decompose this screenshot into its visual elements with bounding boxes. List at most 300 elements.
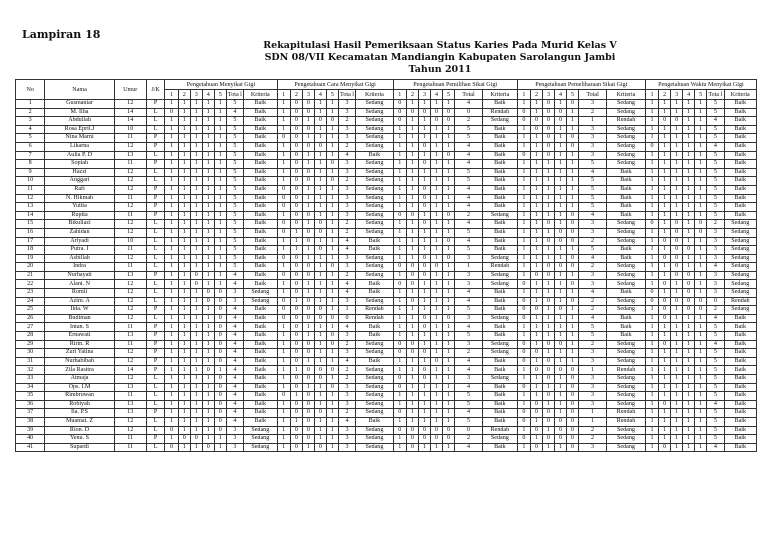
cell-kriteria: Baik [244, 211, 277, 220]
cell-score: 1 [442, 168, 454, 177]
cell-kriteria: Baik [244, 400, 277, 409]
cell-score: 1 [555, 134, 567, 143]
cell-score: 1 [190, 383, 202, 392]
cell-no: 22 [16, 280, 45, 289]
cell-score: 0 [302, 426, 314, 435]
cell-score: 1 [659, 426, 671, 435]
cell-score: 1 [165, 417, 178, 426]
cell-kriteria: Sedang [356, 383, 393, 392]
cell-score: 1 [659, 357, 671, 366]
cell-total: 4 [338, 417, 355, 426]
cell-score: 1 [517, 323, 530, 332]
cell-kriteria: Baik [724, 142, 756, 151]
cell-kriteria: Baik [724, 117, 756, 126]
cell-score: 0 [290, 289, 302, 298]
cell-score: 1 [442, 185, 454, 194]
cell-no: 34 [16, 383, 45, 392]
cell-score: 1 [393, 160, 406, 169]
cell-total: 5 [226, 151, 243, 160]
cell-score: 1 [567, 168, 579, 177]
cell-kriteria: Baik [607, 211, 646, 220]
cell-score: 0 [531, 400, 543, 409]
cell-score: 0 [659, 237, 671, 246]
cell-total: 0 [338, 314, 355, 323]
cell-score: 1 [190, 177, 202, 186]
cell-total: 4 [454, 100, 482, 109]
cell-score: 1 [418, 280, 430, 289]
header-q4: 4 [202, 90, 214, 100]
cell-kriteria: Baik [244, 220, 277, 229]
cell-kriteria: Sedang [356, 125, 393, 134]
cell-score: 1 [302, 357, 314, 366]
cell-kriteria: Sedang [724, 220, 756, 229]
cell-kriteria: Baik [724, 185, 756, 194]
cell-kriteria: Sedang [482, 349, 517, 358]
cell-umur: 11 [114, 246, 146, 255]
cell-score: 1 [178, 289, 190, 298]
cell-score: 1 [695, 409, 707, 418]
cell-score: 0 [290, 349, 302, 358]
cell-score: 1 [683, 263, 695, 272]
cell-score: 0 [517, 306, 530, 315]
cell-score: 0 [290, 117, 302, 126]
title-line-1: Rekapitulasi Hasil Pemeriksaan Status Karies Pada Murid Kelas V [263, 40, 617, 51]
cell-score: 0 [531, 443, 543, 452]
cell-score: 1 [178, 271, 190, 280]
cell-score: 1 [277, 289, 290, 298]
cell-score: 1 [645, 211, 658, 220]
cell-score: 1 [517, 332, 530, 341]
cell-score: 1 [393, 151, 406, 160]
cell-score: 1 [190, 228, 202, 237]
cell-score: 1 [531, 108, 543, 117]
cell-score: 1 [555, 177, 567, 186]
cell-score: 1 [406, 332, 418, 341]
cell-total: 1 [579, 117, 607, 126]
cell-score: 1 [165, 400, 178, 409]
cell-total: 3 [579, 349, 607, 358]
cell-total: 4 [226, 332, 243, 341]
cell-nama: Ilda. W [45, 306, 114, 315]
cell-score: 1 [165, 332, 178, 341]
cell-jk: L [146, 228, 165, 237]
cell-total: 5 [707, 409, 724, 418]
cell-score: 1 [326, 151, 338, 160]
cell-total: 3 [707, 280, 724, 289]
cell-score: 0 [302, 306, 314, 315]
cell-score: 0 [430, 108, 442, 117]
cell-score: 1 [277, 409, 290, 418]
cell-score: 1 [659, 366, 671, 375]
cell-score: 1 [326, 323, 338, 332]
cell-score: 0 [214, 349, 226, 358]
cell-score: 1 [178, 383, 190, 392]
table-row [16, 383, 757, 392]
table-row [16, 117, 757, 126]
cell-kriteria: Baik [244, 108, 277, 117]
header-kriteria: Kriteria [356, 90, 393, 100]
cell-score: 1 [178, 357, 190, 366]
cell-score: 1 [442, 289, 454, 298]
cell-total: 4 [226, 409, 243, 418]
cell-score: 1 [555, 220, 567, 229]
cell-score: 1 [314, 254, 326, 263]
cell-score: 0 [543, 375, 555, 384]
cell-score: 1 [302, 443, 314, 452]
cell-score: 1 [202, 340, 214, 349]
cell-score: 1 [190, 117, 202, 126]
cell-score: 1 [555, 254, 567, 263]
cell-score: 1 [683, 108, 695, 117]
cell-score: 1 [165, 366, 178, 375]
cell-total: 4 [454, 409, 482, 418]
cell-score: 1 [202, 435, 214, 444]
cell-score: 1 [202, 426, 214, 435]
cell-no: 32 [16, 366, 45, 375]
cell-score: 1 [406, 383, 418, 392]
cell-total: 3 [707, 246, 724, 255]
cell-kriteria: Sedang [356, 220, 393, 229]
cell-no: 10 [16, 177, 45, 186]
cell-score: 0 [214, 383, 226, 392]
cell-score: 1 [430, 142, 442, 151]
cell-score: 1 [683, 400, 695, 409]
cell-score: 0 [671, 220, 683, 229]
cell-score: 0 [326, 177, 338, 186]
cell-score: 1 [202, 246, 214, 255]
cell-score: 1 [645, 357, 658, 366]
cell-score: 0 [418, 314, 430, 323]
cell-score: 1 [406, 160, 418, 169]
cell-score: 0 [683, 297, 695, 306]
header-total: Total [579, 90, 607, 100]
cell-score: 1 [178, 100, 190, 109]
table-row [16, 228, 757, 237]
cell-score: 1 [567, 349, 579, 358]
cell-total: 5 [707, 160, 724, 169]
cell-jk: L [146, 125, 165, 134]
cell-score: 1 [178, 228, 190, 237]
cell-kriteria: Sedang [607, 306, 646, 315]
cell-kriteria: Sedang [607, 340, 646, 349]
cell-score: 1 [567, 203, 579, 212]
cell-score: 0 [671, 263, 683, 272]
cell-score: 1 [277, 417, 290, 426]
cell-no: 28 [16, 332, 45, 341]
cell-score: 0 [214, 392, 226, 401]
cell-jk: P [146, 203, 165, 212]
cell-kriteria: Baik [244, 332, 277, 341]
cell-no: 21 [16, 271, 45, 280]
cell-kriteria: Baik [724, 443, 756, 452]
cell-score: 1 [277, 100, 290, 109]
cell-score: 1 [543, 332, 555, 341]
cell-score: 0 [326, 366, 338, 375]
cell-score: 1 [567, 306, 579, 315]
cell-score: 0 [214, 375, 226, 384]
cell-score: 1 [326, 426, 338, 435]
cell-nama: Ila. P.S [45, 409, 114, 418]
header-group-3: Pengetahuan Pemilihan Sikat Gigi [393, 80, 517, 90]
cell-score: 1 [659, 228, 671, 237]
cell-total: 5 [226, 194, 243, 203]
cell-total: 4 [226, 280, 243, 289]
cell-score: 0 [302, 237, 314, 246]
cell-score: 1 [277, 349, 290, 358]
table-row [16, 108, 757, 117]
cell-kriteria: Baik [724, 151, 756, 160]
cell-score: 1 [326, 349, 338, 358]
header-total: Total [454, 90, 482, 100]
cell-score: 1 [393, 125, 406, 134]
cell-score: 1 [165, 220, 178, 229]
cell-score: 1 [683, 168, 695, 177]
cell-score: 1 [393, 246, 406, 255]
cell-score: 1 [406, 254, 418, 263]
header-total: Tota l [340, 91, 354, 98]
cell-score: 1 [517, 125, 530, 134]
cell-score: 0 [442, 426, 454, 435]
cell-score: 0 [290, 125, 302, 134]
cell-score: 1 [326, 254, 338, 263]
table-row [16, 375, 757, 384]
cell-score: 1 [178, 125, 190, 134]
cell-score: 1 [671, 151, 683, 160]
cell-score: 1 [695, 134, 707, 143]
cell-score: 1 [165, 435, 178, 444]
cell-jk: P [146, 366, 165, 375]
cell-score: 1 [214, 160, 226, 169]
document-title [160, 40, 720, 76]
cell-kriteria: Sedang [356, 271, 393, 280]
cell-kriteria: Sedang [482, 117, 517, 126]
table-row [16, 220, 757, 229]
cell-total: 3 [707, 271, 724, 280]
cell-score: 1 [430, 246, 442, 255]
cell-score: 1 [659, 349, 671, 358]
cell-no: 19 [16, 254, 45, 263]
cell-kriteria: Sedang [356, 443, 393, 452]
cell-score: 0 [406, 297, 418, 306]
cell-score: 1 [214, 194, 226, 203]
cell-score: 1 [683, 194, 695, 203]
cell-score: 1 [555, 125, 567, 134]
cell-nama: Indra [45, 263, 114, 272]
cell-score: 1 [671, 194, 683, 203]
cell-score: 1 [165, 211, 178, 220]
cell-nama: Yulita [45, 203, 114, 212]
cell-score: 0 [517, 417, 530, 426]
cell-score: 1 [442, 100, 454, 109]
cell-score: 0 [314, 142, 326, 151]
cell-score: 1 [178, 168, 190, 177]
cell-jk: P [146, 185, 165, 194]
cell-score: 1 [418, 237, 430, 246]
cell-kriteria: Sedang [607, 297, 646, 306]
cell-umur: 11 [114, 160, 146, 169]
cell-score: 0 [290, 357, 302, 366]
cell-score: 1 [531, 220, 543, 229]
cell-kriteria: Baik [724, 400, 756, 409]
header-kriteria: Kriteria [607, 90, 646, 100]
cell-score: 0 [290, 211, 302, 220]
cell-kriteria: Sedang [482, 375, 517, 384]
cell-score: 1 [302, 280, 314, 289]
cell-kriteria: Baik [482, 168, 517, 177]
cell-kriteria: Baik [482, 323, 517, 332]
cell-total: 4 [454, 383, 482, 392]
cell-no: 37 [16, 409, 45, 418]
cell-score: 0 [214, 297, 226, 306]
cell-score: 0 [543, 237, 555, 246]
cell-kriteria: Baik [607, 254, 646, 263]
cell-score: 0 [406, 263, 418, 272]
cell-score: 1 [190, 375, 202, 384]
cell-total: 1 [454, 263, 482, 272]
cell-no: 3 [16, 117, 45, 126]
cell-score: 1 [695, 271, 707, 280]
cell-score: 1 [555, 375, 567, 384]
cell-total: 3 [454, 340, 482, 349]
cell-kriteria: Sedang [607, 142, 646, 151]
header-no: No [16, 80, 45, 100]
cell-score: 1 [190, 366, 202, 375]
cell-total: 5 [454, 400, 482, 409]
cell-total: 5 [226, 117, 243, 126]
cell-score: 0 [418, 375, 430, 384]
cell-score: 1 [442, 280, 454, 289]
cell-score: 1 [683, 254, 695, 263]
cell-score: 1 [683, 323, 695, 332]
cell-score: 1 [178, 246, 190, 255]
cell-kriteria: Baik [244, 323, 277, 332]
cell-score: 1 [393, 237, 406, 246]
cell-score: 0 [683, 280, 695, 289]
cell-score: 1 [442, 332, 454, 341]
cell-score: 1 [202, 280, 214, 289]
cell-score: 1 [326, 203, 338, 212]
cell-nama: Robiyah [45, 400, 114, 409]
cell-score: 0 [277, 254, 290, 263]
cell-total: 5 [707, 203, 724, 212]
cell-score: 1 [190, 168, 202, 177]
cell-score: 0 [214, 426, 226, 435]
cell-kriteria: Baik [724, 366, 756, 375]
cell-score: 0 [393, 349, 406, 358]
cell-score: 0 [290, 306, 302, 315]
cell-total: 5 [579, 323, 607, 332]
cell-umur: 14 [114, 117, 146, 126]
cell-kriteria: Baik [482, 306, 517, 315]
cell-score: 1 [190, 400, 202, 409]
cell-score: 1 [695, 203, 707, 212]
cell-total: 4 [579, 211, 607, 220]
cell-score: 1 [165, 134, 178, 143]
table-row [16, 254, 757, 263]
cell-score: 1 [442, 375, 454, 384]
cell-total: 3 [579, 400, 607, 409]
cell-score: 0 [517, 297, 530, 306]
cell-score: 1 [202, 134, 214, 143]
cell-total: 3 [226, 443, 243, 452]
cell-score: 1 [695, 426, 707, 435]
cell-score: 1 [165, 383, 178, 392]
cell-score: 1 [202, 314, 214, 323]
cell-score: 1 [567, 332, 579, 341]
cell-score: 1 [214, 246, 226, 255]
cell-nama: Supardi [45, 443, 114, 452]
cell-score: 1 [517, 366, 530, 375]
cell-score: 1 [277, 383, 290, 392]
cell-score: 1 [645, 237, 658, 246]
cell-score: 1 [190, 194, 202, 203]
cell-score: 1 [165, 349, 178, 358]
cell-kriteria: Sedang [607, 125, 646, 134]
cell-total: 2 [579, 263, 607, 272]
cell-score: 1 [671, 400, 683, 409]
header-q1: 1 [277, 90, 290, 100]
cell-score: 1 [393, 314, 406, 323]
header-group-5: Pengetahuan Waktu Menyikat Gigi [645, 80, 756, 90]
cell-score: 1 [202, 409, 214, 418]
cell-kriteria: Baik [607, 203, 646, 212]
cell-total: 3 [338, 194, 355, 203]
cell-score: 0 [190, 435, 202, 444]
cell-kriteria: Baik [482, 151, 517, 160]
cell-score: 1 [671, 306, 683, 315]
cell-score: 0 [567, 400, 579, 409]
cell-score: 1 [406, 314, 418, 323]
cell-score: 1 [671, 375, 683, 384]
cell-score: 0 [567, 383, 579, 392]
cell-total: 3 [579, 443, 607, 452]
cell-score: 0 [567, 297, 579, 306]
cell-score: 1 [683, 383, 695, 392]
cell-score: 1 [326, 417, 338, 426]
cell-score: 1 [442, 271, 454, 280]
cell-kriteria: Baik [724, 203, 756, 212]
cell-kriteria: Baik [482, 237, 517, 246]
cell-score: 1 [430, 151, 442, 160]
cell-umur: 12 [114, 185, 146, 194]
cell-score: 1 [406, 203, 418, 212]
cell-score: 0 [302, 375, 314, 384]
cell-kriteria: Sedang [607, 280, 646, 289]
cell-score: 1 [406, 237, 418, 246]
cell-score: 1 [406, 117, 418, 126]
cell-score: 1 [645, 100, 658, 109]
cell-score: 1 [165, 185, 178, 194]
cell-score: 1 [645, 306, 658, 315]
cell-score: 0 [214, 409, 226, 418]
cell-score: 0 [418, 254, 430, 263]
cell-jk: L [146, 383, 165, 392]
cell-score: 0 [517, 117, 530, 126]
cell-score: 1 [645, 194, 658, 203]
cell-score: 1 [683, 237, 695, 246]
cell-total: 5 [707, 349, 724, 358]
cell-score: 1 [531, 134, 543, 143]
cell-no: 27 [16, 323, 45, 332]
cell-no: 33 [16, 375, 45, 384]
cell-total: 5 [454, 134, 482, 143]
cell-kriteria: Baik [482, 246, 517, 255]
cell-score: 0 [326, 332, 338, 341]
cell-kriteria: Sedang [356, 168, 393, 177]
cell-kriteria: Sedang [482, 340, 517, 349]
cell-no: 1 [16, 100, 45, 109]
cell-score: 0 [567, 392, 579, 401]
